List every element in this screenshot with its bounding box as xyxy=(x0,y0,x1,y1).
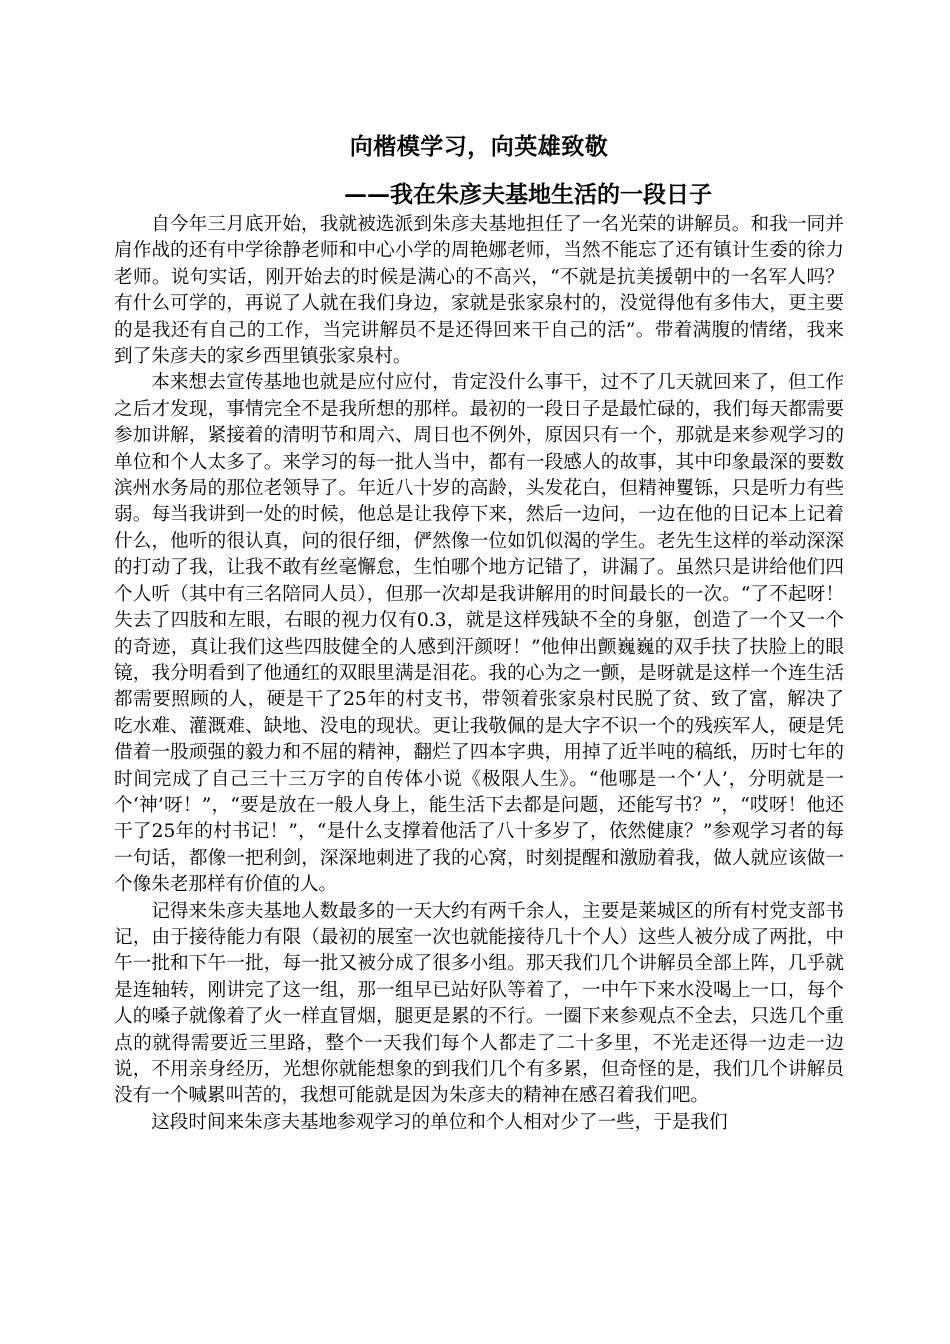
paragraph-1: 自今年三月底开始，我就被选派到朱彦夫基地担任了一名光荣的讲解员。和我一同并肩作战的还有中学徐静老师和中心小学的周艳娜老师，当然不能忘了还有镇计生委的徐力老师。说句实话，刚开始去的时候是满心的不高兴，“不就是抗美援朝中的一名军人吗？有什么可学的，再说了人就在我们身边，家就是张家泉村的，没觉得他有多伟大，更主要的是我还有自己的工作，当完讲解员不是还得回来干自己的活”。带着满腹的情绪，我来到了朱彦夫的家乡西里镇张家泉村。 xyxy=(114,214,844,368)
paragraph-2: 本来想去宣传基地也就是应付应付，肯定没什么事干，过不了几天就回来了，但工作之后才发现，事情完全不是我所想的那样。最初的一段日子是最忙碌的，我们每天都需要参加讲解，紧接着的清明节和周六、周日也不例外，原因只有一个，那就是来参观学习的单位和个人太多了。来学习的每一批人当中，都有一段感人的故事，其中印象最深的要数滨州水务局的那位老领导了。年近八十岁的高龄，头发花白，但精神矍铄，只是听力有些弱。每当我讲到一处的时候，他总是让我停下来，然后一边问，一边在他的日记本上记着什么，他听的很认真，问的很仔细，俨然像一位如饥似渴的学生。老先生这样的举动深深的打动了我，让我不敢有丝毫懈怠，生怕哪个地方记错了，讲漏了。虽然只是讲给他们四个人听（其中有三名陪同人员），但那一次却是我讲解用的时间最长的一次。“了不起呀！失去了四肢和左眼，右眼的视力仅有0.3，就是这样残缺不全的身躯，创造了一个又一个的奇迹，真让我们这些四肢健全的人感到汗颜呀！”他伸出颤巍巍的双手扶了扶脸上的眼镜，我分明看到了他通红的双眼里满是泪花。我的心为之一颤，是呀就是这样一个连生活都需要照顾的人，硬是干了25年的村支书，带领着张家泉村民脱了贫、致了富，解决了吃水难、灌溉难、缺地、没电的现状。更让我敬佩的是大字不识一个的残疾军人，硬是凭借着一股顽强的毅力和不屈的精神，翻烂了四本字典，用掉了近半吨的稿纸，历时七年的时间完成了自己三十三万字的自传体小说《极限人生》。“他哪是一个‘人’，分明就是一个‘神’呀！”，“要是放在一般人身上，能生活下去都是问题，还能写书？”，“哎呀！他还干了25年的村书记！”，“是什么支撑着他活了八十多岁了，依然健康？”参观学习者的每一句话，都像一把利剑，深深地刺进了我的心窝，时刻提醒和激励着我，做人就应该做一个像朱老那样有价值的人。 xyxy=(114,372,844,896)
document-title: 向楷模学习，向英雄致敬 xyxy=(349,133,609,160)
paragraph-3: 记得来朱彦夫基地人数最多的一天大约有两千余人，主要是莱城区的所有村党支部书记，由于接待能力有限（最初的展室一次也就能接待几十个人）这些人被分成了两批，中午一批和下午一批，每一批又被分成了很多小组。那天我们几个讲解员全部上阵，几乎就是连轴转，刚讲完了这一组，那一组早已站好队等着了，一中午下来水没喝上一口，每个人的嗓子就像着了火一样直冒烟，腿更是累的不行。一圈下来参观点不全去，只选几个重点的就得需要近三里路，整个一天我们每个人都走了二十多里，不光走还得一边走一边说，不用亲身经历，光想你就能想象的到我们几个有多累，但奇怪的是，我们几个讲解员没有一个喊累叫苦的，我想可能就是因为朱彦夫的精神在感召着我们吧。 xyxy=(114,900,844,1107)
document-page xyxy=(114,130,844,1136)
paragraph-4: 这段时间来朱彦夫基地参观学习的单位和个人相对少了一些，于是我们 xyxy=(151,1111,728,1133)
document-subtitle: ——我在朱彦夫基地生活的一段日子 xyxy=(344,181,712,208)
